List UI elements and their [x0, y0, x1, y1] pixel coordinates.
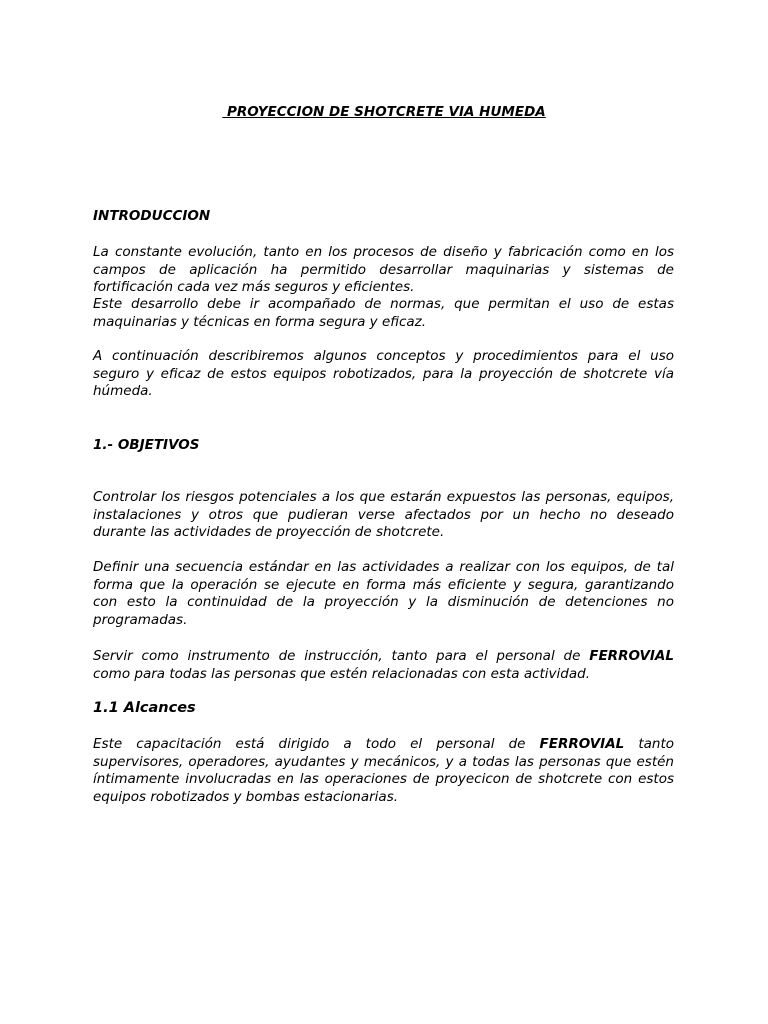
text-line: programadas.	[93, 611, 188, 628]
scope-heading: 1.1 Alcances	[93, 700, 196, 716]
text-line: forma que la operación se ejecute en forma más eficiente y segura, garantizando	[93, 576, 674, 593]
text-line: campos de aplicación ha permitido desarrollar maquinarias y sistemas de	[93, 261, 674, 278]
text-line: supervisores, operadores, ayudantes y mecánicos, y a todas las personas que estén	[93, 753, 674, 770]
intro-paragraph-1	[93, 244, 674, 297]
text-line: Definir una secuencia estándar en las actividades a realizar con los equipos, de tal	[93, 559, 674, 575]
objectives-heading: 1.- OBJETIVOS	[93, 437, 200, 453]
text-line: durante las actividades de proyección de shotcrete.	[93, 524, 445, 540]
text-line	[93, 648, 674, 666]
text-line: La constante evolución, tanto en los procesos de diseño y fabricación como en los	[93, 244, 674, 260]
company-name: FERROVIAL	[589, 648, 674, 664]
text-line: fortificación cada vez más seguros y eficientes.	[93, 279, 415, 295]
intro-paragraph-2	[93, 296, 674, 331]
text-run: tanto	[624, 736, 674, 752]
text-line: con esto la continuidad de la proyección y la disminución de detenciones no	[93, 594, 674, 610]
intro-heading: INTRODUCCION	[93, 208, 211, 224]
text-run: Este capacitación está dirigido a todo el personal de	[93, 736, 540, 752]
text-line: húmeda.	[93, 383, 153, 399]
text-line: íntimamente involucradas en las operaciones de proyecicon de shotcrete con estos	[93, 771, 674, 787]
text-line: seguro y eficaz de estos equipos robotizados, para la proyección de shotcrete vía	[93, 365, 674, 382]
text-line: equipos robotizados y bombas estacionarias.	[93, 788, 399, 805]
objectives-paragraph-3	[93, 648, 674, 683]
text-line: instalaciones y otros que pudieran verse afectados por un hecho no deseado	[93, 506, 674, 523]
text-line: maquinarias y técnicas en forma segura y eficaz.	[93, 313, 427, 330]
objectives-paragraph-1	[93, 489, 674, 542]
text-line: A continuación describiremos algunos conceptos y procedimientos para el uso	[93, 348, 674, 364]
text-line: Controlar los riesgos potenciales a los que estarán expuestos las personas, equipos,	[93, 489, 674, 505]
text-line: Este desarrollo debe ir acompañado de normas, que permitan el uso de estas	[93, 296, 674, 312]
objectives-paragraph-2	[93, 559, 674, 629]
text-run: Servir como instrumento de instrucción, tanto para el personal de	[93, 648, 590, 664]
company-name: FERROVIAL	[539, 736, 625, 752]
text-line	[93, 736, 674, 754]
scope-paragraph	[93, 736, 674, 806]
intro-paragraph-3	[93, 348, 674, 401]
text-line: como para todas las personas que estén relacionadas con esta actividad.	[93, 665, 591, 682]
document-title: PROYECCION DE SHOTCRETE VIA HUMEDA	[222, 104, 546, 120]
